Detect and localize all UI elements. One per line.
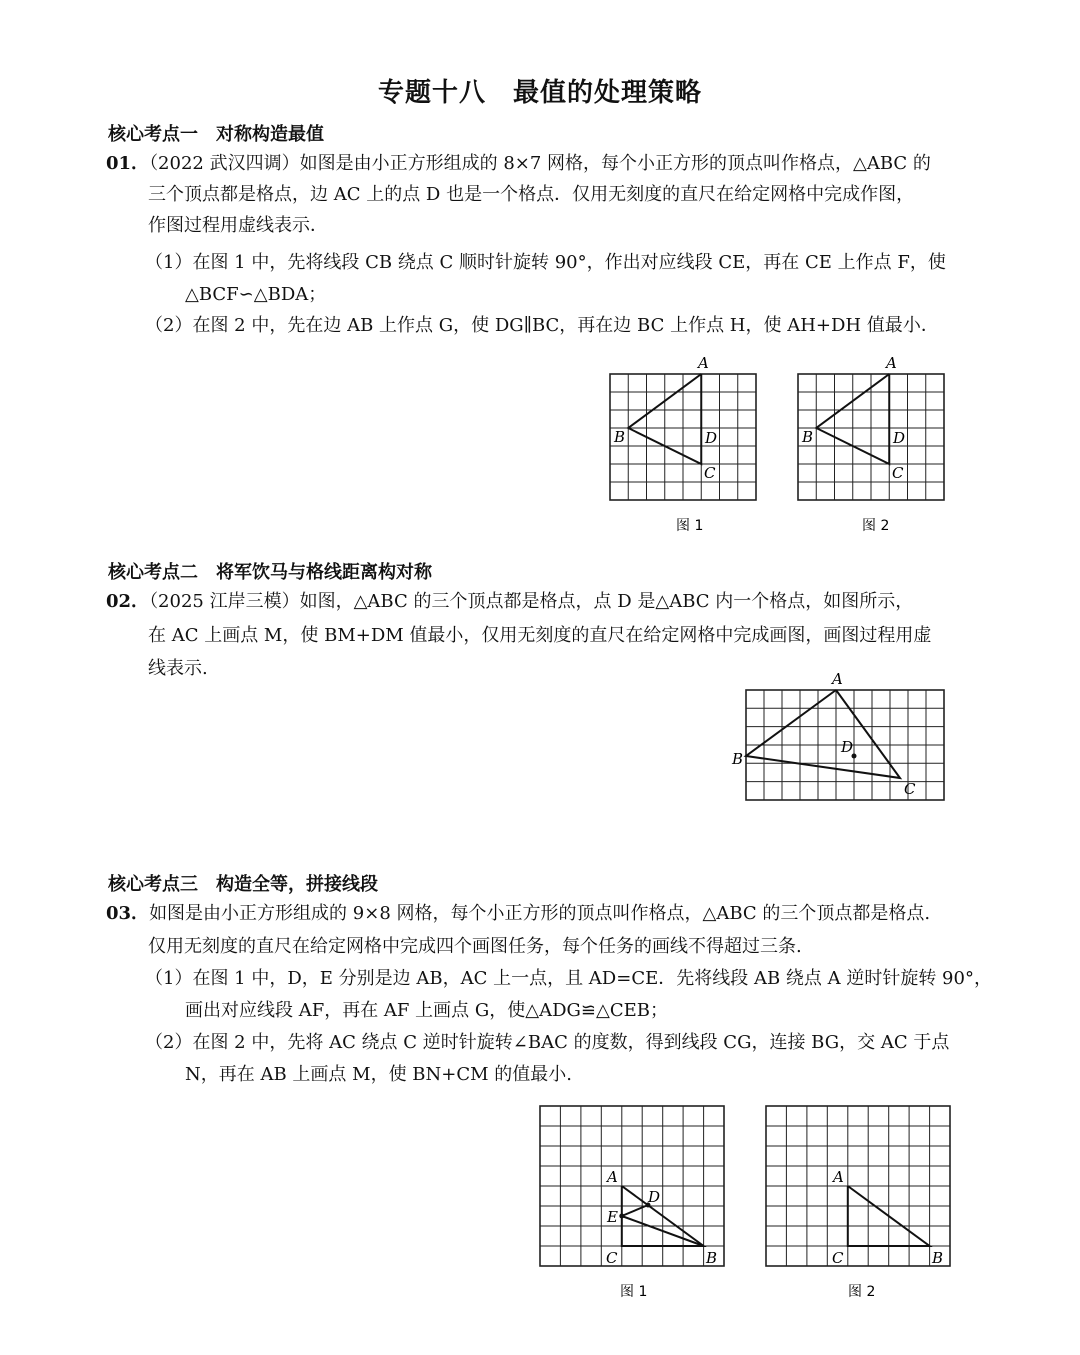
question-number-2: 02． <box>106 591 150 612</box>
q1-text-1: （2022 武汉四调）如图是由小正方形组成的 8×7 网格，每个小正方形的顶点叫作格点，△ABC 的 <box>149 153 931 174</box>
triangle-abc-q2 <box>746 690 900 778</box>
q2-line-1 <box>106 590 913 614</box>
section-heading-1: 核心考点一 对称构造最值 <box>108 124 324 145</box>
q1-line-1 <box>106 152 931 176</box>
q1-figure-1 <box>600 350 770 540</box>
q1-part-2: （2）在图 2 中，先在边 AB 上作点 G，使 DG∥BC，再在边 BC 上作点 H，使 AH+DH 值最小． <box>145 315 939 336</box>
q1-fig1-caption: 图 1 <box>676 518 704 534</box>
label-b: B <box>706 1249 718 1267</box>
section-heading-2: 核心考点二 将军饮马与格线距离构对称 <box>108 562 432 583</box>
q2-line-2: 在 AC 上画点 M，使 BM+DM 值最小，仅用无刻度的直尺在给定网格中完成画图，画图过程用虚 <box>148 625 932 646</box>
label-b: B <box>802 428 814 446</box>
q3-line-2: 仅用无刻度的直尺在给定网格中完成四个画图任务，每个任务的画线不得超过三条. <box>148 936 802 957</box>
q1-fig2-caption: 图 2 <box>862 518 890 534</box>
q3-fig2-caption: 图 2 <box>848 1284 876 1300</box>
label-a: A <box>833 1168 844 1186</box>
label-d: D <box>648 1188 661 1206</box>
q1-part-1: （1）在图 1 中，先将线段 CB 绕点 C 顺时针旋转 90°，作出对应线段 CE，再在 CE 上作点 F，使 <box>145 252 946 273</box>
label-d: D <box>705 429 718 447</box>
label-d: D <box>893 429 906 447</box>
label-c: C <box>832 1249 844 1267</box>
q3-fig1-caption: 图 1 <box>620 1284 648 1300</box>
label-c: C <box>606 1249 618 1267</box>
label-d: D <box>841 738 854 756</box>
label-a: A <box>607 1168 618 1186</box>
q3-part-2-cont: N，再在 AB 上画点 M，使 BN+CM 的值最小. <box>185 1064 572 1085</box>
q3-line-1 <box>106 902 930 926</box>
label-a: A <box>886 354 897 372</box>
q2-line-3: 线表示. <box>148 658 208 679</box>
label-c: C <box>704 464 716 482</box>
q2-figure <box>726 668 966 818</box>
question-number-1: 01． <box>106 153 150 174</box>
label-c: C <box>904 780 916 798</box>
q3-part-1-cont: 画出对应线段 AF，再在 AF 上画点 G，使△ADG≌△CEB； <box>185 1000 668 1021</box>
q1-figure-2 <box>788 350 958 540</box>
q3-part-2: （2）在图 2 中，先将 AC 绕点 C 逆时针旋转∠BAC 的度数，得到线段 CG，连接 BG，交 AC 于点 <box>145 1032 950 1053</box>
label-b: B <box>732 750 744 768</box>
q3-part-1: （1）在图 1 中，D，E 分别是边 AB，AC 上一点，且 AD=CE．先将线段 AB 绕点 A 逆时针旋转 90°， <box>145 968 992 989</box>
q1-line-3: 作图过程用虚线表示． <box>148 215 328 236</box>
q3-text-1: 如图是由小正方形组成的 9×8 网格，每个小正方形的顶点叫作格点，△ABC 的三个顶点都是格点. <box>149 903 931 924</box>
question-number-3: 03． <box>106 903 150 924</box>
label-b: B <box>932 1249 944 1267</box>
q3-figure-2 <box>756 1098 966 1308</box>
label-e: E <box>607 1208 618 1226</box>
q2-text-1: （2025 江岸三模）如图，△ABC 的三个顶点都是格点，点 D 是△ABC 内一个格点，如图所示， <box>149 591 914 612</box>
label-a: A <box>832 670 843 688</box>
section-heading-3: 核心考点三 构造全等，拼接线段 <box>108 874 378 895</box>
page-title: 专题十八 最值的处理策略 <box>377 78 702 108</box>
q1-part-1-cont: △BCF∽△BDA； <box>185 284 327 305</box>
q1-line-2: 三个顶点都是格点，边 AC 上的点 D 也是一个格点．仅用无刻度的直尺在给定网格中完成作图， <box>148 184 915 205</box>
label-b: B <box>614 428 626 446</box>
label-c: C <box>892 464 904 482</box>
label-a: A <box>698 354 709 372</box>
point-e <box>619 1214 624 1219</box>
q3-figure-1 <box>530 1098 740 1308</box>
